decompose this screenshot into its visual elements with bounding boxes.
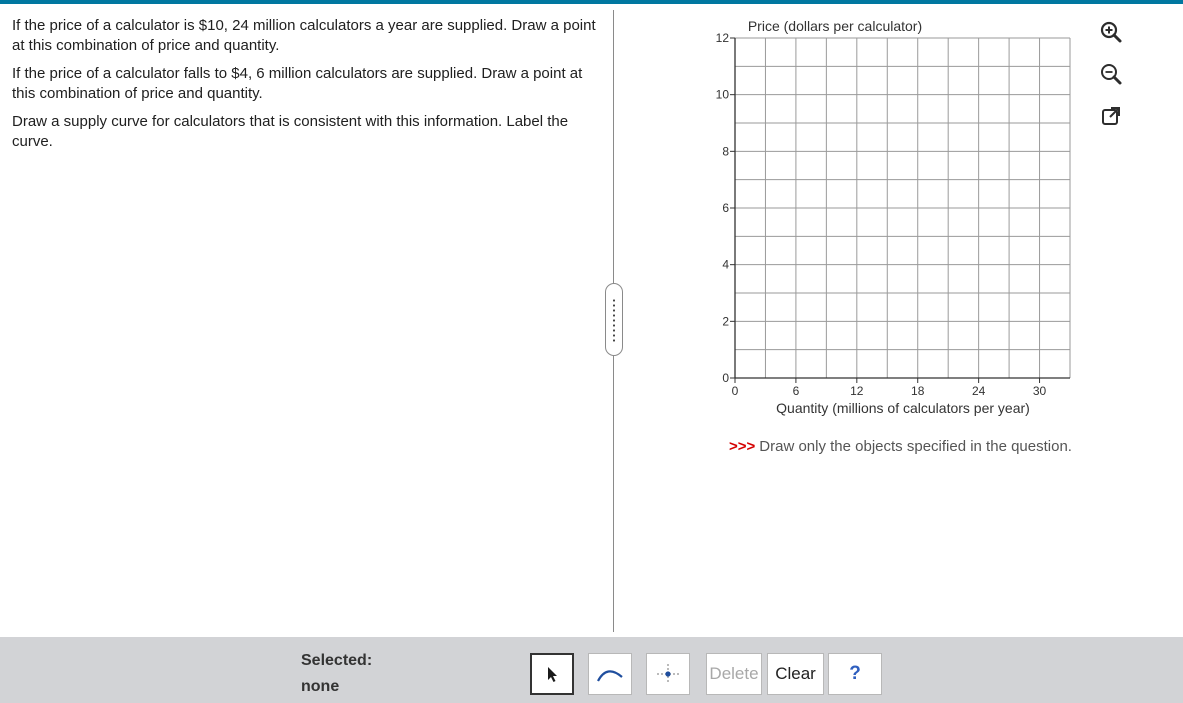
y-tick-label: 10 bbox=[715, 87, 729, 102]
curve-icon bbox=[595, 662, 625, 686]
popout-icon[interactable] bbox=[1096, 101, 1126, 131]
y-axis-label: Price (dollars per calculator) bbox=[747, 18, 923, 34]
x-tick-label: 18 bbox=[911, 384, 925, 398]
question-paragraph-1: If the price of a calculator is $10, 24 million calculators a year are supplied. Draw a point at this combination of price and quantity. bbox=[12, 17, 596, 54]
help-button[interactable]: ? bbox=[828, 653, 882, 695]
point-tool-button[interactable] bbox=[646, 653, 690, 695]
graph-axes bbox=[716, 31, 1070, 398]
x-tick-label: 0 bbox=[731, 384, 739, 398]
question-paragraph-2: If the price of a calculator falls to $4, 6 million calculators are supplied. Draw a point at this combination of price and quantity. bbox=[12, 65, 583, 102]
selected-value: none bbox=[301, 678, 340, 695]
question-text bbox=[12, 16, 602, 160]
instruction-hint bbox=[729, 438, 1072, 455]
selected-label: Selected: bbox=[301, 652, 373, 669]
y-tick-label: 2 bbox=[722, 314, 729, 329]
question-paragraph-3: Draw a supply curve for calculators that is consistent with this information. Label the curve. bbox=[12, 113, 569, 150]
hint-arrows: >>> bbox=[729, 438, 756, 455]
clear-button[interactable]: Clear bbox=[767, 653, 824, 695]
zoom-in-icon[interactable] bbox=[1096, 17, 1126, 47]
y-tick-label: 8 bbox=[722, 144, 729, 159]
pane-resize-handle[interactable] bbox=[605, 283, 623, 356]
y-tick-label: 0 bbox=[722, 371, 729, 385]
grip-icon bbox=[613, 298, 615, 342]
x-tick-label: 6 bbox=[792, 384, 800, 398]
top-accent-bar bbox=[0, 0, 1183, 4]
y-tick-label: 6 bbox=[722, 201, 729, 215]
point-crosshair-icon bbox=[653, 662, 683, 686]
hint-text: Draw only the objects specified in the question. bbox=[759, 438, 1072, 455]
x-tick-label: 24 bbox=[971, 384, 986, 398]
curve-tool-button[interactable] bbox=[588, 653, 632, 695]
zoom-out-icon[interactable] bbox=[1096, 59, 1126, 89]
y-tick-label: 12 bbox=[715, 31, 729, 45]
graph-panel[interactable] bbox=[700, 10, 1080, 420]
y-tick-label: 4 bbox=[722, 257, 729, 272]
graph-grid bbox=[735, 38, 1070, 378]
select-tool-button[interactable] bbox=[530, 653, 574, 695]
x-axis-label: Quantity (millions of calculators per year) bbox=[776, 400, 1030, 416]
cursor-arrow-icon bbox=[543, 665, 561, 683]
x-tick-label: 30 bbox=[1032, 384, 1047, 398]
delete-button[interactable]: Delete bbox=[706, 653, 762, 695]
x-tick-label: 12 bbox=[850, 384, 864, 398]
